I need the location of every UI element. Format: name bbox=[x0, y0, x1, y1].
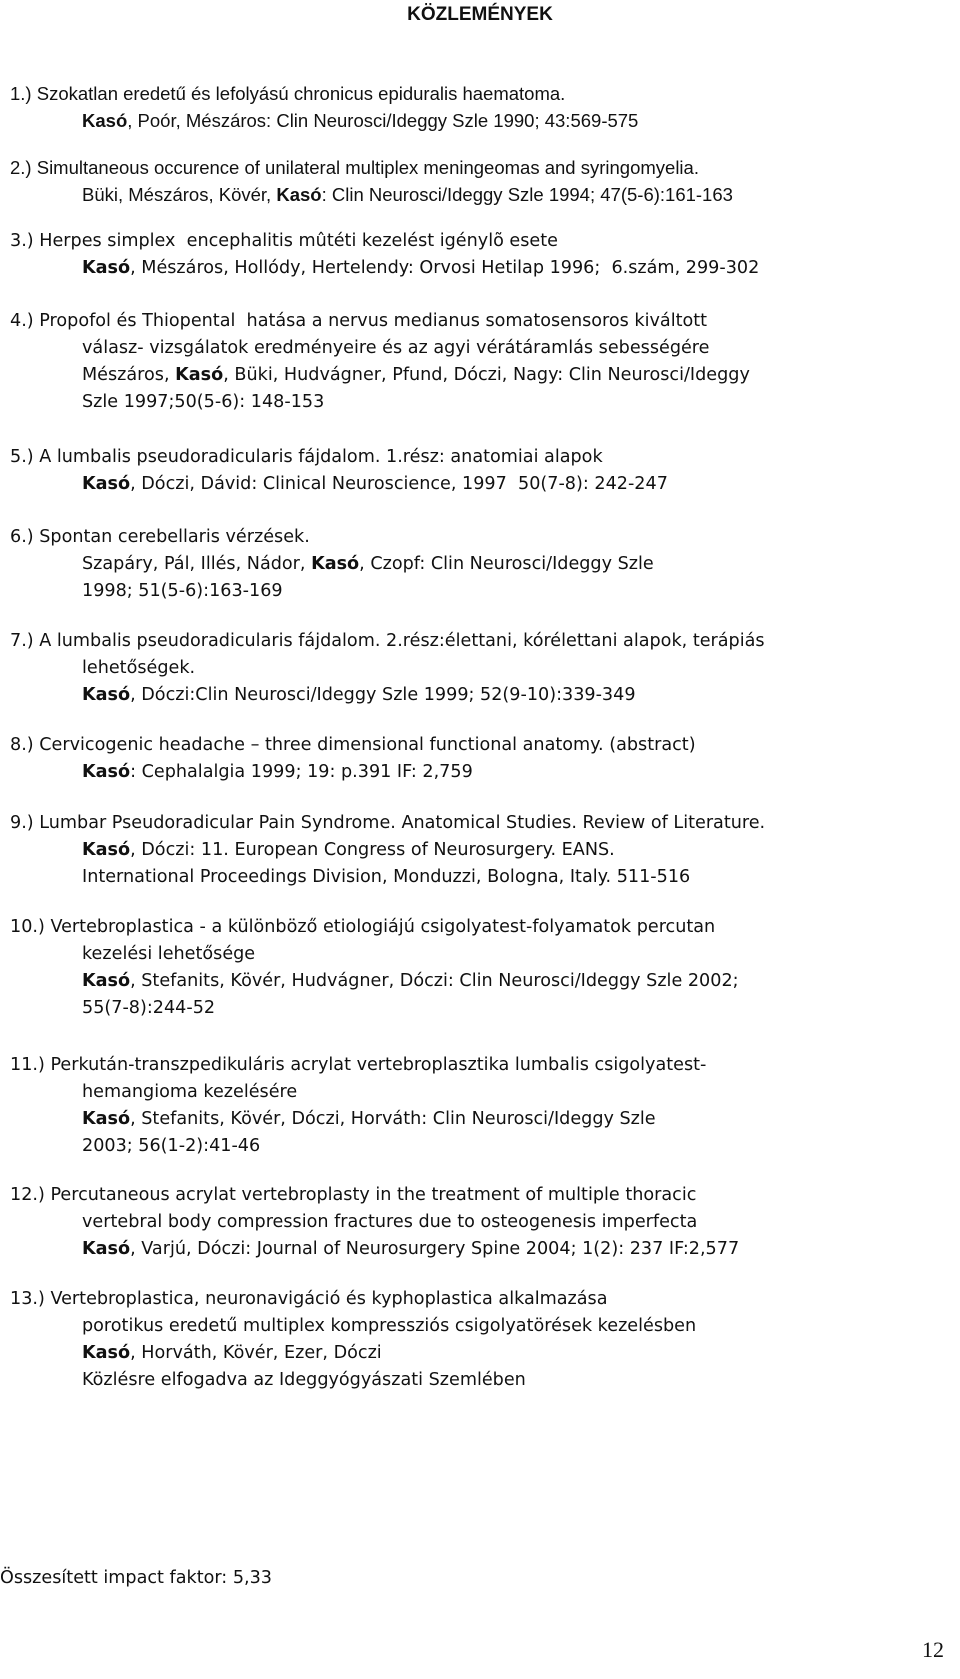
publication-title: Szokatlan eredetű és lefolyású chronicus epiduralis haematoma. bbox=[36, 83, 566, 104]
publication-title: Spontan cerebellaris vérzések. bbox=[39, 527, 310, 547]
publication-title: Cervicogenic headache – three dimensional functional anatomy. (abstract) bbox=[39, 735, 696, 755]
publication-title-line bbox=[10, 228, 558, 255]
authors-and-source: , Dóczi, Dávid: Clinical Neuroscience, 1997 50(7-8): 242-247 bbox=[130, 474, 668, 494]
publication-authors bbox=[82, 362, 750, 389]
authors-and-source: , Dóczi:Clin Neurosci/Ideggy Szle 1999; 52(9-10):339-349 bbox=[130, 685, 636, 705]
publication-title: Herpes simplex encephalitis mûtéti kezelést igénylõ esete bbox=[39, 231, 558, 251]
publication-number: 10.) bbox=[10, 917, 51, 937]
highlighted-author: Kasó bbox=[311, 554, 360, 574]
publication-number: 4.) bbox=[10, 311, 40, 331]
publication-title-continuation: válasz- vizsgálatok eredményeire és az agyi vérátáramlás sebességére bbox=[82, 338, 710, 358]
publication-authors bbox=[82, 682, 636, 709]
publication-authors bbox=[82, 551, 654, 578]
publication-authors bbox=[82, 471, 668, 498]
publication-source-continuation: International Proceedings Division, Monduzzi, Bologna, Italy. 511-516 bbox=[82, 867, 691, 887]
publication-number: 6.) bbox=[10, 527, 40, 547]
publication-source-continuation: 2003; 56(1-2):41-46 bbox=[82, 1136, 261, 1156]
authors-prefix: Mészáros, bbox=[82, 365, 176, 385]
highlighted-author: Kasó bbox=[82, 474, 131, 494]
publication-title: Percutaneous acrylat vertebroplasty in the treatment of multiple thoracic bbox=[50, 1185, 697, 1205]
publication-title: Simultaneous occurence of unilateral multiplex meningeomas and syringomyelia. bbox=[36, 157, 699, 178]
publication-number: 8.) bbox=[10, 735, 40, 755]
publication-title-line bbox=[10, 810, 765, 837]
authors-and-source: : Clin Neurosci/Ideggy Szle 1994; 47(5-6):161-163 bbox=[321, 184, 733, 205]
publication-source-continuation: Közlésre elfogadva az Ideggyógyászati Szemlében bbox=[82, 1370, 526, 1390]
publication-number: 13.) bbox=[10, 1289, 51, 1309]
publication-number: 12.) bbox=[10, 1185, 51, 1205]
highlighted-author: Kasó bbox=[175, 365, 224, 385]
authors-and-source: , Büki, Hudvágner, Pfund, Dóczi, Nagy: Clin Neurosci/Ideggy bbox=[223, 365, 750, 385]
publication-title: Perkután-transzpedikuláris acrylat vertebroplasztika lumbalis csigolyatest- bbox=[50, 1055, 707, 1075]
authors-and-source: : Cephalalgia 1999; 19: p.391 IF: 2,759 bbox=[130, 762, 473, 782]
publication-number: 1.) bbox=[10, 83, 37, 104]
authors-prefix: Büki, Mészáros, Kövér, bbox=[82, 184, 277, 205]
highlighted-author: Kasó bbox=[82, 840, 131, 860]
impact-factor-summary: Összesített impact faktor: 5,33 bbox=[0, 1568, 272, 1588]
publication-title-continuation: vertebral body compression fractures due to osteogenesis imperfecta bbox=[82, 1212, 698, 1232]
publication-number: 5.) bbox=[10, 447, 40, 467]
highlighted-author: Kasó bbox=[82, 1109, 131, 1129]
highlighted-author: Kasó bbox=[82, 258, 131, 278]
publication-title-line bbox=[10, 1052, 706, 1079]
publication-number: 3.) bbox=[10, 231, 40, 251]
highlighted-author: Kasó bbox=[82, 685, 131, 705]
publication-title-continuation: hemangioma kezelésére bbox=[82, 1082, 298, 1102]
publication-title-continuation: porotikus eredetű multiplex kompressziós csigolyatörések kezelésben bbox=[82, 1316, 697, 1336]
publication-source-continuation: 55(7-8):244-52 bbox=[82, 998, 216, 1018]
authors-and-source: , Czopf: Clin Neurosci/Ideggy Szle bbox=[359, 554, 654, 574]
authors-and-source: , Mészáros, Hollódy, Hertelendy: Orvosi Hetilap 1996; 6.szám, 299-302 bbox=[130, 258, 760, 278]
page-title: KÖZLEMÉNYEK bbox=[407, 4, 553, 25]
publication-title: Vertebroplastica, neuronavigáció és kyphoplastica alkalmazása bbox=[50, 1289, 608, 1309]
publication-title-line bbox=[10, 628, 765, 655]
publication-authors bbox=[82, 255, 759, 282]
publication-authors bbox=[82, 968, 739, 995]
authors-prefix: Szapáry, Pál, Illés, Nádor, bbox=[82, 554, 312, 574]
authors-and-source: , Varjú, Dóczi: Journal of Neurosurgery Spine 2004; 1(2): 237 IF:2,577 bbox=[130, 1239, 740, 1259]
publication-number: 7.) bbox=[10, 631, 40, 651]
highlighted-author: Kasó bbox=[82, 1343, 131, 1363]
publication-source-continuation: Szle 1997;50(5-6): 148-153 bbox=[82, 392, 325, 412]
authors-and-source: , Horváth, Kövér, Ezer, Dóczi bbox=[130, 1343, 382, 1363]
publication-number: 2.) bbox=[10, 157, 37, 178]
page-number: 12 bbox=[922, 1637, 944, 1662]
publication-authors bbox=[82, 1340, 382, 1367]
publication-number: 9.) bbox=[10, 813, 40, 833]
publication-title-line bbox=[10, 524, 310, 551]
publication-source-continuation: 1998; 51(5-6):163-169 bbox=[82, 581, 283, 601]
publication-title-continuation: lehetőségek. bbox=[82, 658, 196, 678]
publication-title: Propofol és Thiopental hatása a nervus medianus somatosensoros kiváltott bbox=[39, 311, 708, 331]
publication-title-continuation: kezelési lehetősége bbox=[82, 944, 256, 964]
publication-title-line bbox=[10, 444, 603, 471]
publication-authors bbox=[82, 1236, 739, 1263]
publication-title: Vertebroplastica - a különböző etiologiájú csigolyatest-folyamatok percutan bbox=[50, 917, 716, 937]
publication-title-line bbox=[10, 914, 715, 941]
publication-title: Lumbar Pseudoradicular Pain Syndrome. Anatomical Studies. Review of Literature. bbox=[39, 813, 766, 833]
publication-title-line bbox=[10, 80, 565, 107]
publication-authors bbox=[82, 107, 638, 134]
publication-title: A lumbalis pseudoradicularis fájdalom. 1.rész: anatomiai alapok bbox=[39, 447, 603, 467]
publication-title-line bbox=[10, 732, 696, 759]
highlighted-author: Kasó bbox=[82, 110, 128, 131]
highlighted-author: Kasó bbox=[82, 762, 131, 782]
publication-title-line bbox=[10, 154, 699, 181]
publication-authors bbox=[82, 181, 733, 208]
authors-and-source: , Poór, Mészáros: Clin Neurosci/Ideggy Szle 1990; 43:569-575 bbox=[127, 110, 639, 131]
publication-title-line bbox=[10, 1286, 608, 1313]
highlighted-author: Kasó bbox=[82, 1239, 131, 1259]
publication-title: A lumbalis pseudoradicularis fájdalom. 2.rész:élettani, kórélettani alapok, terápiás bbox=[39, 631, 765, 651]
highlighted-author: Kasó bbox=[276, 184, 322, 205]
publication-title-line bbox=[10, 1182, 696, 1209]
authors-and-source: , Dóczi: 11. European Congress of Neurosurgery. EANS. bbox=[130, 840, 615, 860]
publication-authors bbox=[82, 759, 473, 786]
publication-title-line bbox=[10, 308, 707, 335]
authors-and-source: , Stefanits, Kövér, Hudvágner, Dóczi: Clin Neurosci/Ideggy Szle 2002; bbox=[130, 971, 739, 991]
highlighted-author: Kasó bbox=[82, 971, 131, 991]
publication-authors bbox=[82, 837, 615, 864]
authors-and-source: , Stefanits, Kövér, Dóczi, Horváth: Clin Neurosci/Ideggy Szle bbox=[130, 1109, 656, 1129]
publication-authors bbox=[82, 1106, 656, 1133]
publication-number: 11.) bbox=[10, 1055, 51, 1075]
